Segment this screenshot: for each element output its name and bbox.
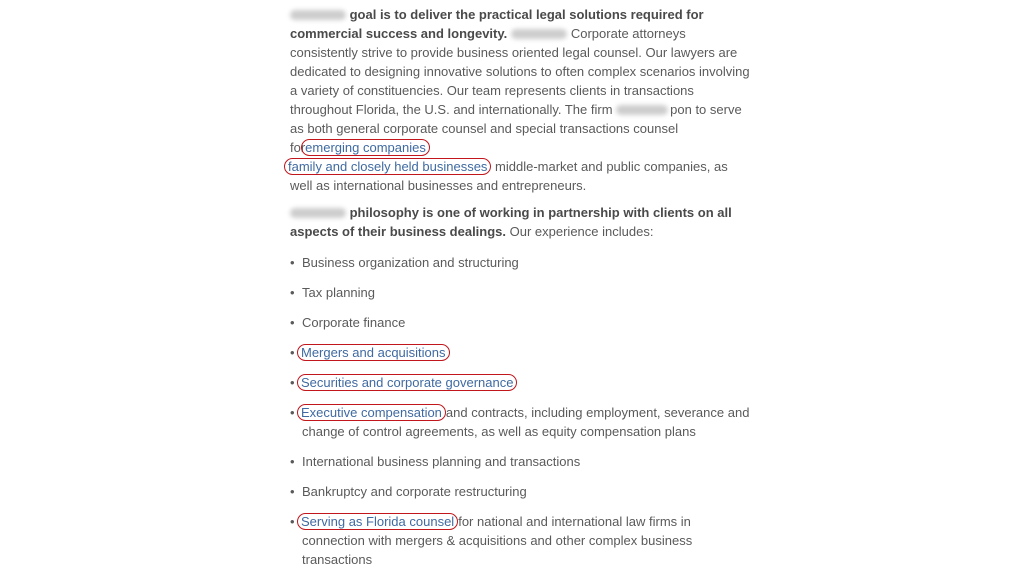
- bullet-icon: •: [290, 375, 295, 390]
- list-item: [290, 373, 750, 392]
- list-item-text: Business organization and structuring: [302, 255, 519, 270]
- link-mergers-acquisitions[interactable]: Mergers and acquisitions: [297, 344, 450, 361]
- list-item-text: for national and international law firms in connection with mergers & acquisitions and other complex business transactions: [302, 514, 693, 567]
- list-item: [290, 452, 750, 471]
- philosophy-text: Our experience includes:: [506, 224, 654, 239]
- link-florida-counsel[interactable]: Serving as Florida counsel: [297, 513, 458, 530]
- list-item: [290, 512, 750, 569]
- bullet-icon: •: [290, 405, 295, 420]
- link-emerging-companies[interactable]: emerging companies: [301, 139, 430, 156]
- philosophy-statement-text: philosophy is one of working in partnership with clients on all aspects of their business dealings.: [290, 205, 732, 239]
- list-item: [290, 283, 750, 302]
- redacted-text: [616, 105, 668, 115]
- bullet-icon: •: [290, 255, 295, 270]
- list-item: [290, 482, 750, 501]
- bullet-icon: •: [290, 454, 295, 469]
- list-item: [290, 403, 750, 441]
- link-executive-compensation[interactable]: Executive compensation: [297, 404, 446, 421]
- bullet-icon: •: [290, 484, 295, 499]
- list-item-text: Corporate finance: [302, 315, 406, 330]
- bullet-icon: •: [290, 514, 295, 529]
- intro-text: pon to serve as both general corporate counsel and special transactions counsel for: [290, 102, 742, 155]
- list-item-text: and contracts, including employment, severance and change of control agreements, as well as equity compensation plans: [302, 405, 750, 439]
- intro-paragraph: [290, 5, 750, 195]
- list-item-text: Bankruptcy and corporate restructuring: [302, 484, 527, 499]
- redacted-firm-name: [290, 10, 346, 20]
- list-item: [290, 253, 750, 272]
- intro-text: middle-market and public companies, as well as international businesses and entrepreneurs.: [290, 159, 728, 193]
- intro-text: Corporate attorneys consistently strive to provide business oriented legal counsel. Our lawyers are dedicated to designing innovative solutions to often complex scenarios involving a variety of constituencies. Our team represents clients in transactions throughout Florida, the U.S. and internationally. The firm: [290, 26, 750, 117]
- bullet-icon: •: [290, 315, 295, 330]
- bullet-icon: •: [290, 285, 295, 300]
- list-item-text: Tax planning: [302, 285, 375, 300]
- practice-description: [290, 5, 750, 569]
- list-item: [290, 313, 750, 332]
- link-family-businesses[interactable]: family and closely held businesses: [284, 158, 491, 175]
- list-item-text: International business planning and transactions: [302, 454, 581, 469]
- goal-statement-text: goal is to deliver the practical legal solutions required for commercial success and longevity.: [290, 7, 704, 41]
- redacted-firm-name: [511, 29, 567, 39]
- experience-list: [290, 253, 750, 569]
- bullet-icon: •: [290, 345, 295, 360]
- redacted-firm-name: [290, 208, 346, 218]
- list-item: [290, 343, 750, 362]
- link-securities-governance[interactable]: Securities and corporate governance: [297, 374, 517, 391]
- philosophy-paragraph: [290, 203, 750, 241]
